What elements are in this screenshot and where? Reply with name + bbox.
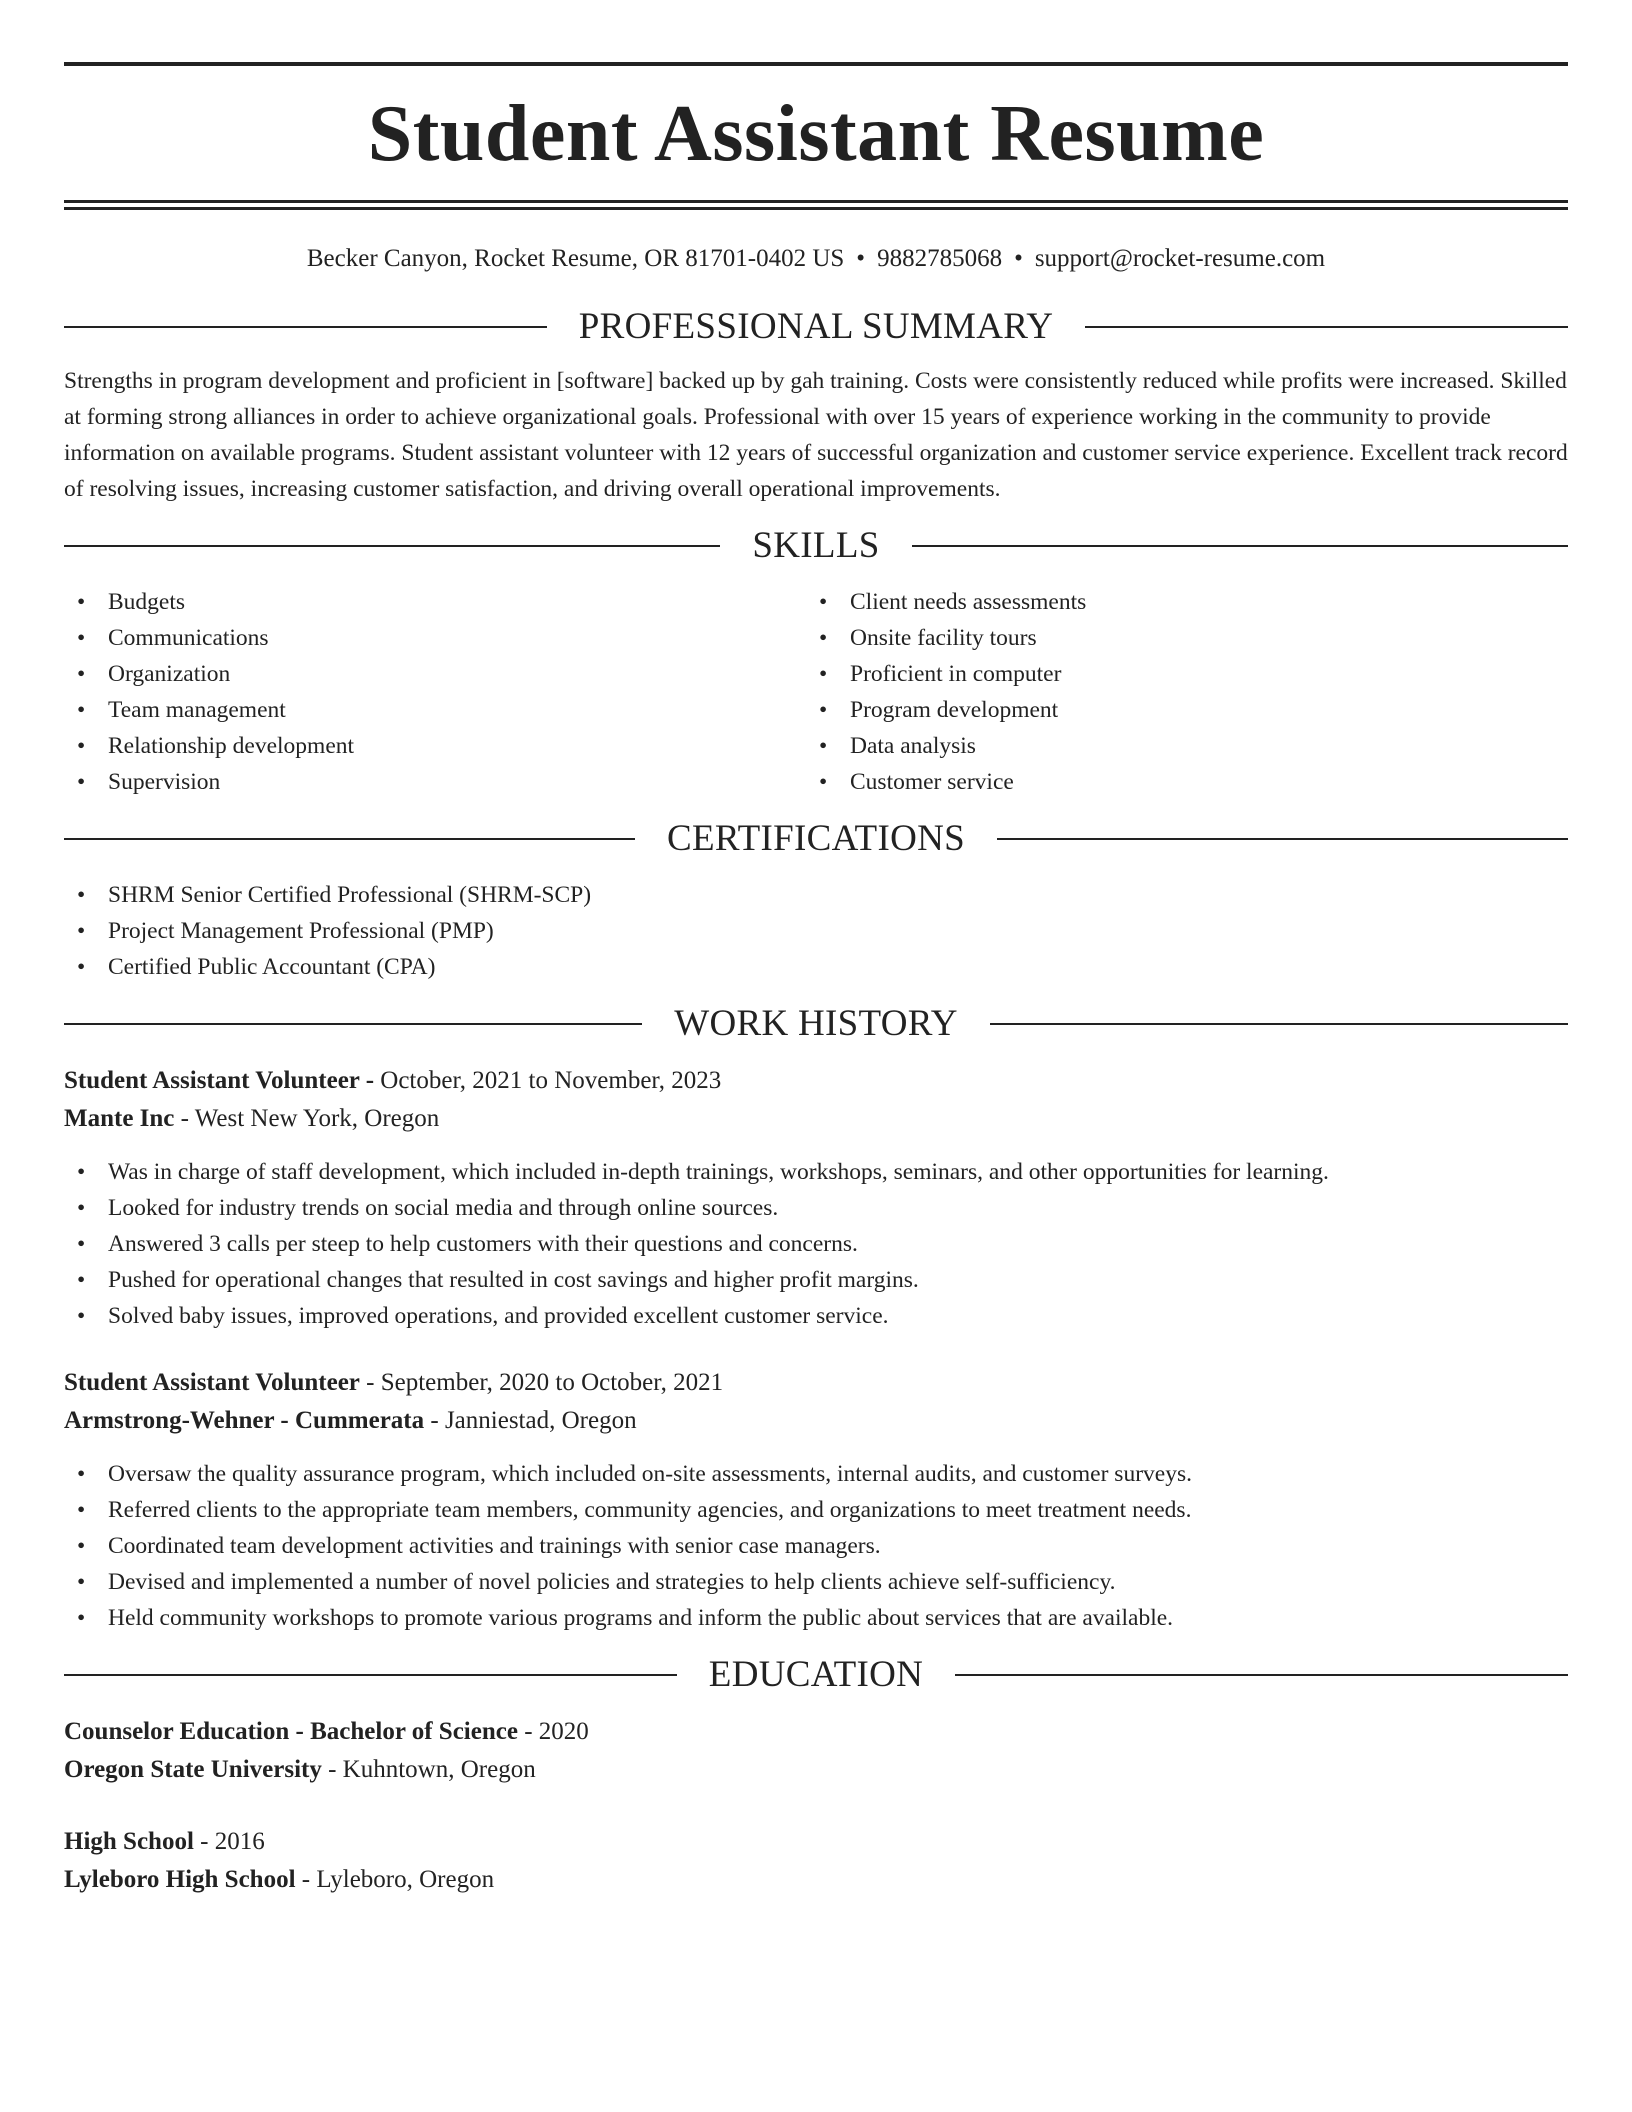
skill-item: • Team management	[64, 692, 806, 728]
skill-item: • Organization	[64, 656, 806, 692]
school-line: Oregon State University - Kuhntown, Oregon	[64, 1756, 536, 1783]
contact-email: support@rocket-resume.com	[1034, 245, 1326, 272]
job-location: Janniestad, Oregon	[444, 1407, 637, 1434]
certification-item: • SHRM Senior Certified Professional (SHRM-SCP)	[64, 877, 1568, 913]
skill-item: • Budgets	[64, 584, 806, 620]
job-company: Armstrong-Wehner - Cummerata	[64, 1407, 425, 1434]
job-location: West New York, Oregon	[194, 1105, 440, 1132]
duty-item: • Answered 3 calls per steep to help customers with their questions and concerns.	[64, 1226, 1568, 1262]
job-company-line: Armstrong-Wehner - Cummerata - Janniestad, Oregon	[64, 1407, 637, 1434]
work-section-heading	[64, 1005, 1568, 1042]
duty-item: • Held community workshops to promote various programs and inform the public about services that are available.	[64, 1600, 1568, 1636]
page-title: Student Assistant Resume	[367, 90, 1265, 178]
degree-name: Counselor Education - Bachelor of Science	[64, 1718, 518, 1745]
duty-item: • Referred clients to the appropriate team members, community agencies, and organizations to meet treatment needs.	[64, 1492, 1568, 1528]
divider	[64, 545, 720, 547]
divider	[997, 838, 1568, 840]
certifications-section-heading	[64, 820, 1568, 857]
contact-separator: •	[856, 245, 866, 272]
section-title: CERTIFICATIONS	[667, 818, 965, 859]
education-entry	[64, 1713, 1568, 1789]
skill-item: • Customer service	[806, 764, 1548, 800]
job-entry	[64, 1364, 1568, 1636]
divider	[990, 1023, 1568, 1025]
divider	[912, 545, 1568, 547]
degree-name: High School	[64, 1828, 194, 1855]
title-double-rule	[64, 200, 1568, 210]
divider	[64, 1674, 677, 1676]
education-entry	[64, 1823, 1568, 1899]
contact-line	[64, 244, 1568, 274]
certification-item: • Certified Public Accountant (CPA)	[64, 949, 1568, 985]
skill-item: • Proficient in computer	[806, 656, 1548, 692]
job-company: Mante Inc	[64, 1105, 175, 1132]
school-name: Oregon State University	[64, 1756, 322, 1783]
job-title: Student Assistant Volunteer	[64, 1369, 360, 1396]
skill-item: • Onsite facility tours	[806, 620, 1548, 656]
certifications-list	[64, 877, 1568, 985]
skills-columns	[64, 584, 1568, 800]
divider	[64, 326, 547, 328]
section-title: PROFESSIONAL SUMMARY	[578, 306, 1054, 347]
contact-phone: 9882785068	[877, 245, 1003, 272]
school-location: Kuhntown, Oregon	[342, 1756, 536, 1783]
school-location: Lyleboro, Oregon	[316, 1866, 495, 1893]
job-title-line: Student Assistant Volunteer - September, 2020 to October, 2021	[64, 1369, 724, 1396]
contact-separator: •	[1014, 245, 1023, 272]
job-title-line: Student Assistant Volunteer - October, 2021 to November, 2023	[64, 1067, 722, 1094]
school-name: Lyleboro High School	[64, 1866, 296, 1893]
degree-line: High School - 2016	[64, 1828, 265, 1855]
skill-item: • Data analysis	[806, 728, 1548, 764]
summary-section-heading	[64, 308, 1568, 345]
section-title: WORK HISTORY	[674, 1003, 958, 1044]
duty-item: • Devised and implemented a number of novel policies and strategies to help clients achieve self-sufficiency.	[64, 1564, 1568, 1600]
degree-year: 2016	[214, 1828, 265, 1855]
duty-item: • Coordinated team development activities and trainings with senior case managers.	[64, 1528, 1568, 1564]
section-title: SKILLS	[752, 525, 880, 566]
skills-list-left	[64, 584, 806, 800]
skill-item: • Supervision	[64, 764, 806, 800]
skills-section-heading	[64, 527, 1568, 564]
certification-item: • Project Management Professional (PMP)	[64, 913, 1568, 949]
job-duties	[64, 1456, 1568, 1636]
school-line: Lyleboro High School - Lyleboro, Oregon	[64, 1866, 495, 1893]
degree-line: Counselor Education - Bachelor of Science - 2020	[64, 1718, 589, 1745]
duty-item: • Solved baby issues, improved operations, and provided excellent customer service.	[64, 1298, 1568, 1334]
duty-item: • Looked for industry trends on social media and through online sources.	[64, 1190, 1568, 1226]
skill-item: • Program development	[806, 692, 1548, 728]
divider	[64, 1023, 642, 1025]
job-entry	[64, 1062, 1568, 1334]
duty-item: • Was in charge of staff development, which included in-depth trainings, workshops, seminars, and other opportunities for learning.	[64, 1154, 1568, 1190]
job-dates: October, 2021 to November, 2023	[380, 1067, 722, 1094]
skills-list-right	[806, 584, 1548, 800]
duty-item: • Oversaw the quality assurance program, which included on-site assessments, internal audits, and customer surveys.	[64, 1456, 1568, 1492]
divider	[1085, 326, 1568, 328]
skill-item: • Relationship development	[64, 728, 806, 764]
job-company-line: Mante Inc - West New York, Oregon	[64, 1105, 440, 1132]
job-duties	[64, 1154, 1568, 1334]
summary-text: Strengths in program development and proficient in [software] backed up by gah training. Costs were consistently reduced while profits were increased. Skilled at forming strong alliances in order to achieve organizational goals. Professional with over 15 years of experience working in the community to provide information on available programs. Student assistant volunteer with 12 years of successful organization and customer service experience. Excellent track record of resolving issues, increasing customer satisfaction, and driving overall operational improvements.	[64, 368, 1568, 502]
job-title: Student Assistant Volunteer	[64, 1067, 360, 1094]
skill-item: • Client needs assessments	[806, 584, 1548, 620]
contact-address: Becker Canyon, Rocket Resume, OR 81701-0402 US	[306, 245, 845, 272]
section-title: EDUCATION	[708, 1654, 924, 1695]
divider	[64, 838, 635, 840]
resume-page	[64, 0, 1568, 1899]
job-dates: September, 2020 to October, 2021	[380, 1369, 724, 1396]
education-section-heading	[64, 1656, 1568, 1693]
degree-year: 2020	[538, 1718, 589, 1745]
duty-item: • Pushed for operational changes that resulted in cost savings and higher profit margins.	[64, 1262, 1568, 1298]
divider	[955, 1674, 1568, 1676]
skill-item: • Communications	[64, 620, 806, 656]
